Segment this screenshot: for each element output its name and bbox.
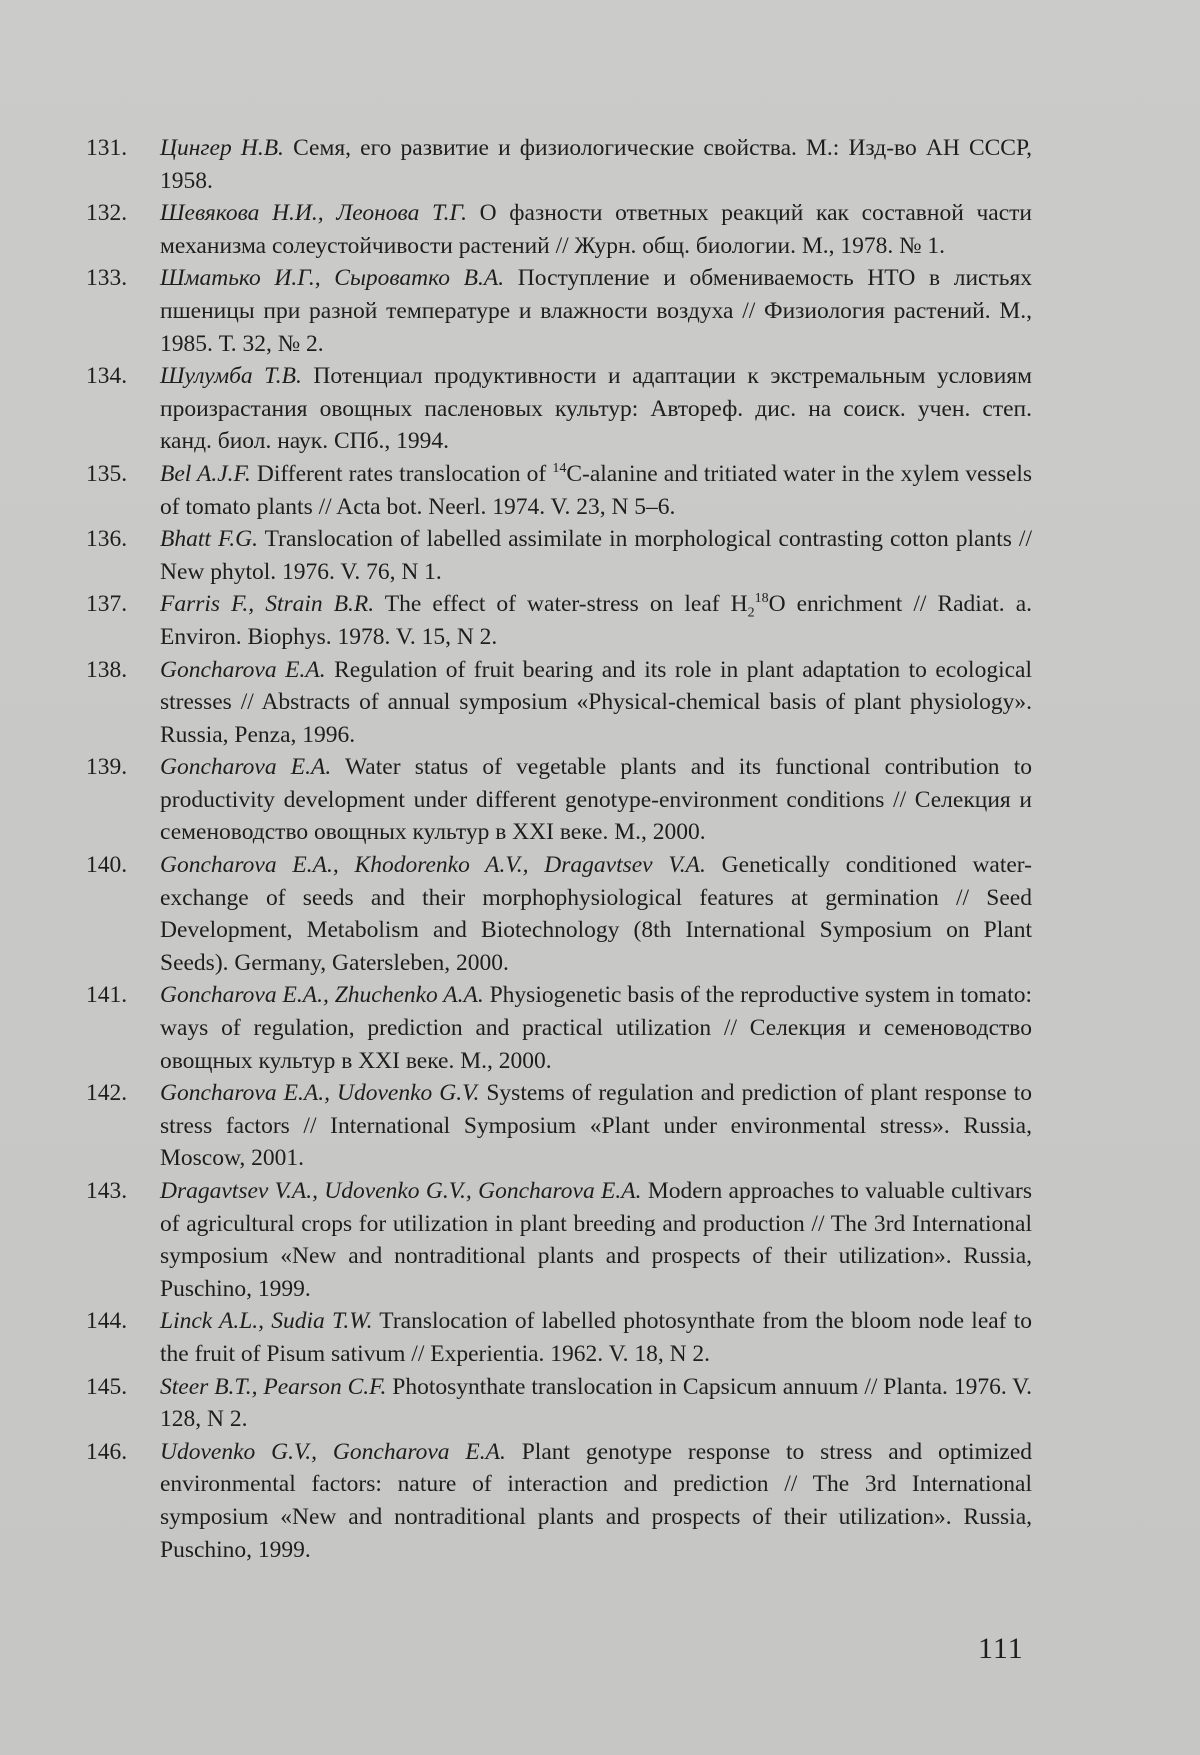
reference-text [160, 523, 1032, 588]
reference-number: 139. [86, 754, 128, 781]
reference-body-end: O enrichment // Radiat. a. Environ. Biophys. 1978. V. 15, N 2. [160, 591, 1033, 650]
reference-number: 146. [86, 1438, 128, 1465]
reference-text [160, 654, 1032, 752]
reference-number: 145. [86, 1373, 128, 1400]
reference-text [160, 1305, 1032, 1370]
reference-body-end: C-alanine and tritiated water in the xylem vessels of tomato plants // Acta bot. Neerl. 1974. V. 23, N 5–6. [160, 460, 1032, 520]
reference-author: Шевякова Н.И., Леонова Т.Г. [160, 200, 467, 227]
reference-number: 134. [86, 363, 128, 390]
reference-item [86, 1305, 1032, 1370]
reference-author: Goncharova E.A., Udovenko G.V. [160, 1080, 480, 1107]
reference-number: 135. [86, 460, 128, 487]
reference-author: Goncharova E.A. [160, 656, 326, 683]
reference-item [86, 1371, 1032, 1436]
reference-text [160, 751, 1032, 849]
reference-number: 133. [86, 265, 128, 292]
isotope-superscript: 14 [552, 461, 567, 477]
reference-text [160, 849, 1032, 979]
reference-author: Goncharova E.A., Zhuchenko A.A. [160, 982, 484, 1009]
reference-author: Udovenko G.V., Goncharova E.A. [160, 1438, 506, 1465]
reference-text [160, 588, 1032, 653]
reference-item [86, 523, 1032, 588]
reference-text [160, 197, 1032, 262]
reference-number: 136. [86, 526, 128, 553]
reference-item [86, 458, 1032, 523]
reference-body: Physiogenetic basis of the reproductive system in tomato: ways of regulation, prediction and practical utilization // Селекция и семеноводство овощных культур в XXI веке. М., 2000. [160, 982, 1033, 1074]
reference-number: 131. [86, 135, 128, 161]
reference-body-start: Different rates translocation of [250, 460, 553, 487]
reference-item [86, 849, 1032, 979]
reference-author: Goncharova E.A., Khodorenko A.V., Dragavtsev V.A. [160, 852, 706, 879]
reference-item [86, 1175, 1032, 1305]
reference-item [86, 360, 1032, 458]
reference-body: Regulation of fruit bearing and its role in plant adaptation to ecological stresses // Abstracts of annual symposium «Physical-chemical basis of plant physiology». Russia, Penza, 1996. [160, 656, 1032, 748]
reference-author: Linck A.L., Sudia T.W. [160, 1308, 373, 1335]
reference-text [160, 262, 1032, 360]
reference-number: 142. [86, 1080, 128, 1107]
reference-text [160, 979, 1032, 1077]
reference-text [160, 1436, 1032, 1566]
reference-number: 141. [86, 982, 128, 1009]
reference-item [86, 132, 1032, 197]
reference-author: Шматько И.Г., Сыроватко В.А. [160, 265, 505, 292]
reference-text [160, 360, 1032, 458]
reference-body: Systems of regulation and prediction of plant response to stress factors // International Symposium «Plant under environmental stress». Russia, Moscow, 2001. [160, 1080, 1032, 1172]
reference-number: 144. [86, 1308, 128, 1335]
reference-author: Goncharova E.A. [160, 754, 332, 781]
reference-body: Photosynthate translocation in Capsicum annuum // Planta. 1976. V. 128, N 2. [160, 1373, 1032, 1433]
reference-body: Translocation of labelled photosynthate from the bloom node leaf to the fruit of Pisum sativum // Experientia. 1962. V. 18, N 2. [160, 1308, 1033, 1367]
reference-text [160, 458, 1032, 523]
reference-body: Потенциал продуктивности и адаптации к экстремальным условиям произрастания овощных пасленовых культур: Автореф. дис. на соиск. учен. степ. канд. биол. наук. СПб., 1994. [160, 363, 1032, 455]
reference-author: Цингер Н.В. [160, 135, 284, 161]
reference-item [86, 588, 1032, 653]
reference-number: 132. [86, 200, 128, 227]
isotope-superscript: 18 [754, 591, 769, 607]
reference-number: 143. [86, 1178, 128, 1204]
reference-number: 140. [86, 852, 128, 879]
reference-body: Translocation of labelled assimilate in morphological contrasting cotton plants // New phytol. 1976. V. 76, N 1. [160, 526, 1032, 585]
reference-text [160, 1175, 1032, 1305]
reference-author: Шулумба Т.В. [160, 363, 302, 390]
reference-text [160, 1077, 1032, 1175]
reference-number: 137. [86, 591, 128, 618]
formula-subscript: 2 [747, 606, 755, 621]
reference-number: 138. [86, 656, 128, 683]
reference-author: Dragavtsev V.A., Udovenko G.V., Goncharova E.A. [160, 1178, 642, 1204]
reference-body-start: The effect of water-stress on leaf H [374, 591, 748, 618]
page-number: 111 [978, 1632, 1024, 1665]
reference-author: Bel A.J.F. [160, 460, 251, 487]
reference-body: Genetically conditioned water-exchange of seeds and their morphophysiological features at germination // Seed Development, Metabolism and Biotechnology (8th International Symposium on Plant Seeds). Germany, Gatersleben, 2000. [160, 852, 1032, 976]
reference-item [86, 654, 1032, 752]
reference-item [86, 751, 1032, 849]
reference-body: Plant genotype response to stress and optimized environmental factors: nature of interaction and prediction // The 3rd International symposium «New and nontraditional plants and prospects of their utilization». Russia, Puschino, 1999. [160, 1438, 1033, 1563]
reference-author: Bhatt F.G. [160, 526, 259, 553]
reference-item [86, 979, 1032, 1077]
reference-body: Modern approaches to valuable cultivars of agricultural crops for utilization in plant breeding and production // The 3rd International symposium «New and nontraditional plants and prospects of their utilization». Russia, Puschino, 1999. [160, 1178, 1032, 1302]
reference-item [86, 1077, 1032, 1175]
reference-author: Farris F., Strain B.R. [160, 591, 375, 618]
reference-item [86, 1436, 1032, 1566]
reference-list [86, 132, 1032, 1566]
reference-body: Семя, его развитие и физиологические свойства. М.: Изд-во АН СССР, 1958. [160, 135, 1032, 194]
reference-item [86, 197, 1032, 262]
reference-body: О фазности ответных реакций как составной части механизма солеустойчивости растений // Журн. общ. биологии. М., 1978. № 1. [160, 200, 1032, 259]
reference-body: Water status of vegetable plants and its functional contribution to productivity development under different genotype-environment conditions // Селекция и семеноводство овощных культур в XXI веке. М., 2000. [160, 754, 1032, 846]
reference-author: Steer B.T., Pearson C.F. [160, 1373, 387, 1400]
reference-text [160, 1371, 1032, 1436]
reference-text [160, 132, 1032, 197]
reference-item [86, 262, 1032, 360]
reference-body: Поступление и обмениваемость НТО в листьях пшеницы при разной температуре и влажности воздуха // Физиология растений. М., 1985. Т. 32, № 2. [160, 265, 1033, 357]
